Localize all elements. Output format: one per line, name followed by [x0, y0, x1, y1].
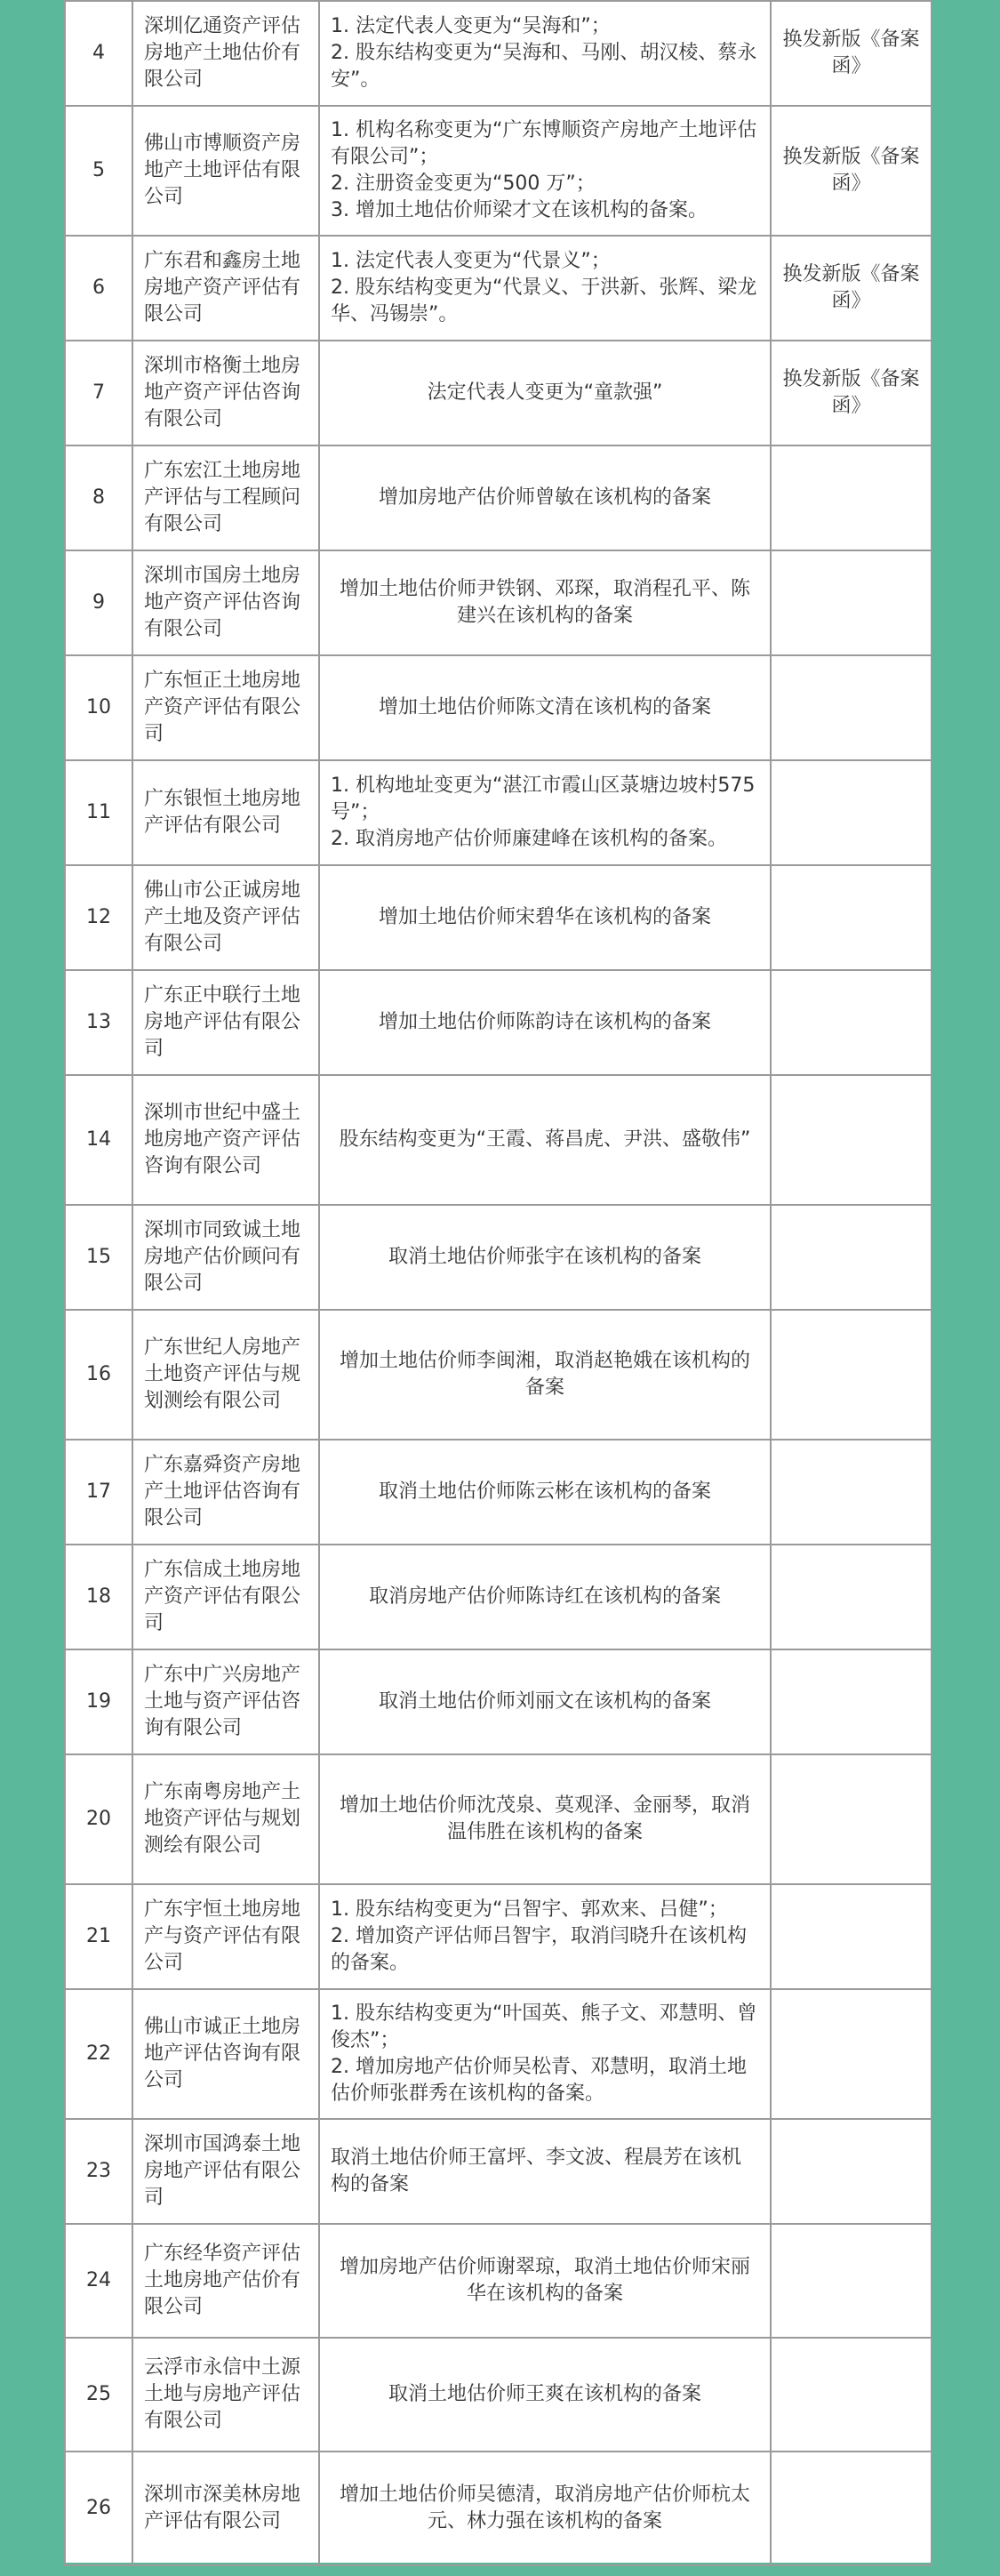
- table-row: [65, 1545, 932, 1649]
- change-content: [319, 106, 771, 236]
- agency-name: 佛山市公正诚房地产土地及资产评估有限公司: [132, 865, 319, 970]
- table-row: [65, 865, 932, 970]
- row-number: 23: [65, 2119, 132, 2224]
- remark: [771, 1075, 932, 1205]
- table-row: [65, 1884, 932, 1989]
- change-content: [319, 1, 771, 106]
- table-row: [65, 1989, 932, 2119]
- change-item: 2. 注册资金变更为“500 万”；: [331, 173, 596, 195]
- filing-change-table: [64, 0, 932, 2566]
- agency-name: 广东南粤房地产土地资产评估与规划测绘有限公司: [132, 1754, 319, 1884]
- document-sheet: [64, 0, 931, 2563]
- change-content: [319, 2452, 771, 2565]
- change-item: 取消土地估价师张宇在该机构的备案: [388, 1246, 701, 1268]
- agency-name: 广东嘉舜资产房地产土地评估咨询有限公司: [132, 1440, 319, 1545]
- change-item: 增加土地估价师陈韵诗在该机构的备案: [378, 1011, 711, 1033]
- table-row: [65, 445, 932, 550]
- row-number: 9: [65, 550, 132, 655]
- change-content: [319, 1075, 771, 1205]
- row-number: 11: [65, 760, 132, 865]
- table-row: [65, 1310, 932, 1440]
- row-number: 18: [65, 1545, 132, 1649]
- row-number: 15: [65, 1205, 132, 1310]
- table-row: [65, 1205, 932, 1310]
- remark: [771, 1649, 932, 1754]
- agency-name: 深圳市同致诚土地房地产估价顾问有限公司: [132, 1205, 319, 1310]
- agency-name: 广东经华资产评估土地房地产估价有限公司: [132, 2224, 319, 2338]
- agency-name: 广东世纪人房地产土地资产评估与规划测绘有限公司: [132, 1310, 319, 1440]
- remark: [771, 1310, 932, 1440]
- row-number: 6: [65, 236, 132, 341]
- row-number: 5: [65, 106, 132, 236]
- change-item: 1. 机构名称变更为“广东博顺资产房地产土地评估有限公司”；: [331, 119, 757, 168]
- remark: [771, 760, 932, 865]
- agency-name: 深圳市格衡土地房地产资产评估咨询有限公司: [132, 341, 319, 445]
- row-number: 26: [65, 2452, 132, 2565]
- agency-name: 深圳市深美林房地产评估有限公司: [132, 2452, 319, 2565]
- remark: [771, 1205, 932, 1310]
- change-item: 取消土地估价师王爽在该机构的备案: [388, 2383, 701, 2405]
- row-number: 14: [65, 1075, 132, 1205]
- change-content: [319, 2224, 771, 2338]
- remark: 换发新版《备案函》: [771, 236, 932, 341]
- row-number: 13: [65, 970, 132, 1075]
- agency-name: 广东银恒土地房地产评估有限公司: [132, 760, 319, 865]
- change-item: 股东结构变更为“王霞、蒋昌虎、尹洪、盛敬伟”: [339, 1128, 751, 1151]
- table-row: [65, 655, 932, 760]
- change-item: 增加土地估价师沈茂泉、莫观泽、金丽琴，取消温伟胜在该机构的备案: [339, 1794, 750, 1843]
- agency-name: 广东宇恒土地房地产与资产评估有限公司: [132, 1884, 319, 1989]
- agency-name: 广东信成土地房地产资产评估有限公司: [132, 1545, 319, 1649]
- row-number: 24: [65, 2224, 132, 2338]
- remark: [771, 970, 932, 1075]
- agency-name: 广东恒正土地房地产资产评估有限公司: [132, 655, 319, 760]
- remark: [771, 1989, 932, 2119]
- remark: 换发新版《备案函》: [771, 1, 932, 106]
- change-item: 1. 股东结构变更为“吕智宇、郭欢来、吕健”；: [331, 1898, 728, 1921]
- change-item: 增加土地估价师尹铁钢、邓琛，取消程孔平、陈建兴在该机构的备案: [339, 578, 750, 627]
- remark: [771, 2224, 932, 2338]
- table-row: [65, 1075, 932, 1205]
- table-row: [65, 1754, 932, 1884]
- agency-name: 云浮市永信中土源土地与房地产评估有限公司: [132, 2338, 319, 2452]
- table-row: [65, 970, 932, 1075]
- table-row: [65, 1440, 932, 1545]
- remark: [771, 865, 932, 970]
- row-number: 16: [65, 1310, 132, 1440]
- change-content: [319, 1989, 771, 2119]
- change-item: 取消土地估价师陈云彬在该机构的备案: [378, 1481, 711, 1503]
- table-row: [65, 2452, 932, 2565]
- row-number: 21: [65, 1884, 132, 1989]
- remark: [771, 1440, 932, 1545]
- change-item: 增加土地估价师宋碧华在该机构的备案: [378, 906, 711, 928]
- table-row: [65, 1649, 932, 1754]
- change-item: 2. 股东结构变更为“代景义、于洪新、张辉、梁龙华、冯锡崇”。: [331, 277, 757, 325]
- agency-name: 广东君和鑫房土地房地产资产评估有限公司: [132, 236, 319, 341]
- agency-name: 深圳市国房土地房地产资产评估咨询有限公司: [132, 550, 319, 655]
- row-number: 17: [65, 1440, 132, 1545]
- change-item: 1. 机构地址变更为“湛江市霞山区菉塘边坡村575 号”；: [331, 774, 756, 823]
- remark: [771, 445, 932, 550]
- remark: [771, 550, 932, 655]
- change-item: 增加土地估价师吴德清，取消房地产估价师杭太元、林力强在该机构的备案: [339, 2484, 750, 2532]
- change-item: 2. 增加房地产估价师吴松青、邓慧明，取消土地估价师张群秀在该机构的备案。: [331, 2056, 747, 2105]
- change-content: [319, 445, 771, 550]
- change-content: [319, 970, 771, 1075]
- row-number: 19: [65, 1649, 132, 1754]
- agency-name: 广东中广兴房地产土地与资产评估咨询有限公司: [132, 1649, 319, 1754]
- change-content: [319, 1310, 771, 1440]
- change-item: 2. 增加资产评估师吕智宇，取消闫晓升在该机构的备案。: [331, 1925, 747, 1974]
- remark: [771, 655, 932, 760]
- table-row: [65, 341, 932, 445]
- remark: [771, 1545, 932, 1649]
- table-row: [65, 236, 932, 341]
- change-content: [319, 1649, 771, 1754]
- agency-name: 佛山市诚正土地房地产评估咨询有限公司: [132, 1989, 319, 2119]
- change-item: 取消房地产估价师陈诗红在该机构的备案: [368, 1585, 721, 1608]
- table-row: [65, 2224, 932, 2338]
- change-content: [319, 2338, 771, 2452]
- table-row: [65, 2338, 932, 2452]
- row-number: 10: [65, 655, 132, 760]
- table-row: [65, 106, 932, 236]
- row-number: 8: [65, 445, 132, 550]
- agency-name: 广东宏江土地房地产评估与工程顾问有限公司: [132, 445, 319, 550]
- change-content: [319, 236, 771, 341]
- agency-name: 深圳亿通资产评估房地产土地估价有限公司: [132, 1, 319, 106]
- agency-name: 广东正中联行土地房地产评估有限公司: [132, 970, 319, 1075]
- change-item: 2. 取消房地产估价师廉建峰在该机构的备案。: [331, 828, 727, 850]
- change-item: 1. 法定代表人变更为“代景义”；: [331, 250, 611, 272]
- change-item: 3. 增加土地估价师梁才文在该机构的备案。: [331, 199, 708, 221]
- change-content: [319, 1884, 771, 1989]
- remark: 换发新版《备案函》: [771, 341, 932, 445]
- change-item: 增加土地估价师陈文清在该机构的备案: [378, 696, 711, 718]
- table-row: [65, 2119, 932, 2224]
- change-content: [319, 2119, 771, 2224]
- remark: [771, 1754, 932, 1884]
- change-content: [319, 1754, 771, 1884]
- change-content: [319, 341, 771, 445]
- agency-name: 深圳市世纪中盛土地房地产资产评估咨询有限公司: [132, 1075, 319, 1205]
- remark: [771, 2119, 932, 2224]
- change-item: 2. 股东结构变更为“吴海和、马刚、胡汉棱、蔡永安”。: [331, 42, 757, 91]
- change-item: 取消土地估价师刘丽文在该机构的备案: [378, 1690, 711, 1713]
- remark: [771, 2338, 932, 2452]
- row-number: 20: [65, 1754, 132, 1884]
- change-content: [319, 760, 771, 865]
- agency-name: 深圳市国鸿泰土地房地产评估有限公司: [132, 2119, 319, 2224]
- remark: 换发新版《备案函》: [771, 106, 932, 236]
- row-number: 25: [65, 2338, 132, 2452]
- table-row: [65, 1, 932, 106]
- change-content: [319, 1205, 771, 1310]
- row-number: 12: [65, 865, 132, 970]
- change-item: 增加土地估价师李闽湘，取消赵艳娥在该机构的备案: [339, 1350, 750, 1399]
- row-number: 7: [65, 341, 132, 445]
- change-item: 法定代表人变更为“童款强”: [427, 381, 663, 404]
- change-content: [319, 1545, 771, 1649]
- change-item: 1. 股东结构变更为“叶国英、熊子文、邓慧明、曾俊杰”；: [331, 2002, 757, 2051]
- change-item: 增加房地产估价师曾敏在该机构的备案: [378, 486, 711, 509]
- change-content: [319, 865, 771, 970]
- table-row: [65, 760, 932, 865]
- change-item: 取消土地估价师王富坪、李文波、程晨芳在该机构的备案: [331, 2147, 742, 2195]
- change-content: [319, 1440, 771, 1545]
- change-item: 增加房地产估价师谢翠琼，取消土地估价师宋丽华在该机构的备案: [339, 2256, 750, 2305]
- table-row: [65, 550, 932, 655]
- change-item: 1. 法定代表人变更为“吴海和”；: [331, 15, 611, 37]
- row-number: 4: [65, 1, 132, 106]
- remark: [771, 1884, 932, 1989]
- row-number: 22: [65, 1989, 132, 2119]
- change-content: [319, 550, 771, 655]
- remark: [771, 2452, 932, 2565]
- agency-name: 佛山市博顺资产房地产土地评估有限公司: [132, 106, 319, 236]
- change-content: [319, 655, 771, 760]
